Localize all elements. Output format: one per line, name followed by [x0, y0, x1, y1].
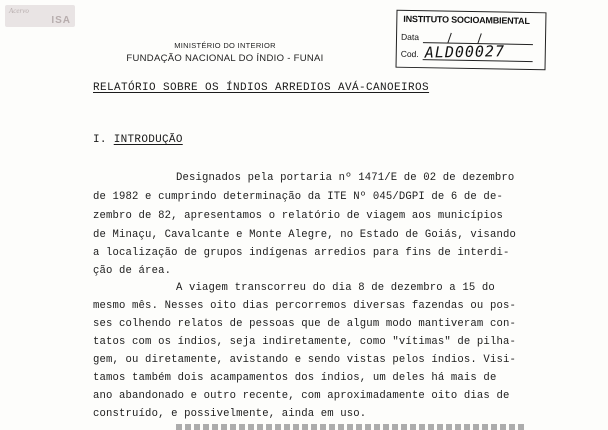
watermark-top-text: Acervo [9, 7, 29, 15]
document-title: RELATÓRIO SOBRE OS ÍNDIOS ARREDIOS AVÁ-CANOEIROS [93, 82, 430, 94]
stamp-title: INSTITUTO SOCIOAMBIENTAL [403, 13, 530, 27]
paragraph-line: a localização de grupos indígenas arredios para fins de interdi- [93, 247, 510, 259]
ministry-header: MINISTÉRIO DO INTERIOR [174, 41, 276, 50]
paragraph-line: tatos com os índios, seja indiretamente, como "vítimas" de pilha- [93, 336, 516, 348]
paragraph-line: A viagem transcorreu do dia 8 de dezembro a 15 do [176, 282, 495, 294]
stamp-cod-label: Cod. [400, 48, 419, 60]
foundation-header: FUNDAÇÃO NACIONAL DO ÍNDIO - FUNAI [126, 53, 324, 64]
paragraph-line: de Minaçu, Cavalcante e Monte Alegre, no Estado de Goiás, visando [93, 229, 516, 241]
paragraph-line: ção de área. [93, 265, 172, 277]
paragraph-line: ses colhendo relatos de pessoas que de algum modo mantiveram con- [93, 318, 516, 330]
paragraph-line: gem, ou diretamente, avistando e sendo vistas pelos índios. Visi- [93, 354, 516, 366]
paragraph-line: de 1982 e cumprindo determinação da ITE Nº 045/DGPI de 6 de de- [93, 191, 503, 203]
paragraph-line: zembro de 82, apresentamos o relatório de viagem aos municípios [93, 210, 503, 222]
section-heading [93, 134, 183, 146]
stamp-data-label: Data [400, 31, 420, 43]
paragraph-line: Designados pela portaria nº 1471/E de 02 de dezembro [176, 172, 515, 184]
stamp-cod-value: ALD00027 [424, 42, 506, 62]
paragraph-line: ano abandonado e outro recente, com aproximadamente oito dias de [93, 390, 510, 402]
cut-off-text-line [176, 424, 526, 430]
section-number: I. [93, 134, 107, 146]
watermark-bottom-text: ISA [51, 15, 71, 26]
section-title: INTRODUÇÃO [113, 134, 183, 146]
watermark-logo [5, 5, 75, 27]
paragraph-line: tamos também dois acampamentos dos índios, um deles há mais de [93, 372, 497, 384]
paragraph-line: construído, e possivelmente, ainda em uso. [93, 408, 367, 420]
paragraph-line: mesmo mês. Nesses oito dias percorremos diversas fazendas ou pos- [93, 300, 516, 312]
archive-stamp [396, 10, 547, 71]
